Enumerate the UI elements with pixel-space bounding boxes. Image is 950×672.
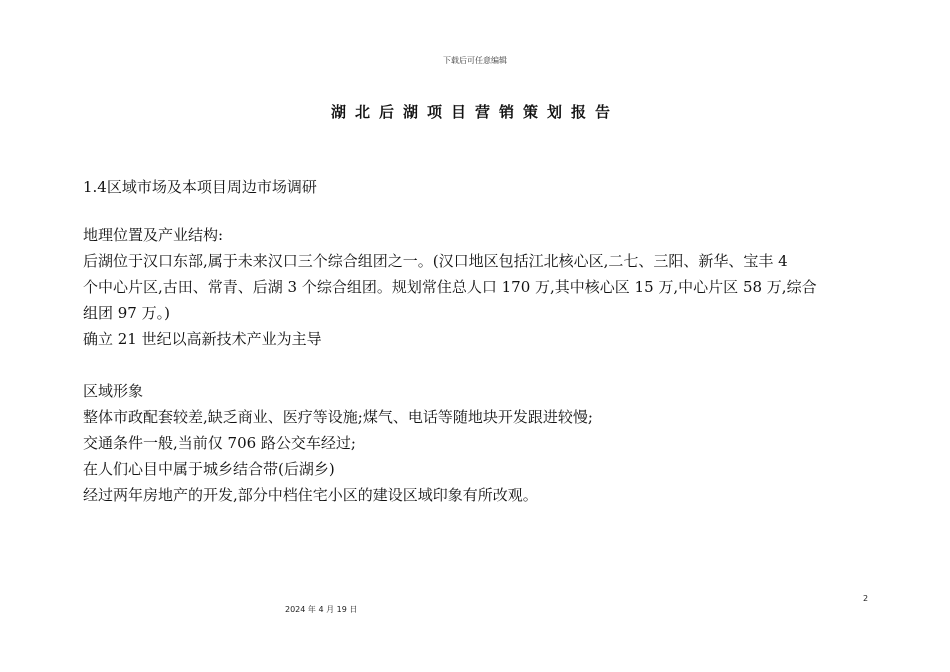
location-line-3: 组团 97 万。) [83,304,170,322]
document-title: 湖北后湖项目营销策划报告 [330,103,619,121]
regional-image-line-1: 整体市政配套较差,缺乏商业、医疗等设施;煤气、电话等随地块开发跟进较慢; [83,408,593,426]
footer-date: 2024 年 4 月 19 日 [285,605,358,614]
location-line-1: 后湖位于汉口东部,属于未来汉口三个综合组团之一。(汉口地区包括江北核心区,二七、三阳、新华、宝丰 4 [83,252,788,270]
location-line-4: 确立 21 世纪以高新技术产业为主导 [83,330,322,348]
location-label: 地理位置及产业结构: [83,226,224,244]
location-line-2: 个中心片区,古田、常青、后湖 3 个综合组团。规划常住总人口 170 万,其中核心区 15 万,中心片区 58 万,综合 [83,278,817,296]
regional-image-line-4: 经过两年房地产的开发,部分中档住宅小区的建设区域印象有所改观。 [83,486,538,504]
page-number: 2 [863,594,869,603]
header-note: 下载后可任意编辑 [443,56,507,65]
regional-image-section [83,378,883,508]
regional-image-line-2: 交通条件一般,当前仅 706 路公交车经过; [83,434,356,452]
regional-image-line-3: 在人们心目中属于城乡结合带(后湖乡) [83,460,335,478]
regional-image-label: 区域形象 [83,382,144,400]
location-section [83,222,883,352]
section-heading: 1.4区域市场及本项目周边市场调研 [83,178,317,196]
